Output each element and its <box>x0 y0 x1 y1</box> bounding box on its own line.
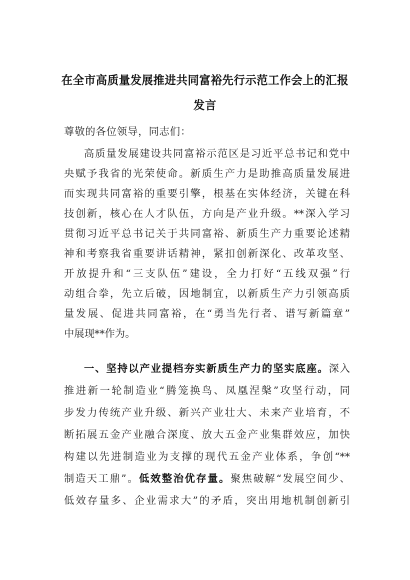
section1-heading-line <box>84 363 350 383</box>
intro-line-3: 而实现共同富裕的重要引擎，根基在实体经济，关键在科 <box>64 189 350 200</box>
intro-line-1: 高质量发展建设共同富裕示范区是习近平总书记和党中 <box>84 149 350 160</box>
section1-sub-tail: 聚焦破解“发展空间少、 <box>230 474 350 485</box>
intro-line-9: 量发展、促进共同富裕，在“勇当先行者、谱写新篇章” <box>64 309 350 320</box>
section1-line-5 <box>64 473 350 493</box>
document-title-line-2: 发言 <box>193 99 217 112</box>
intro-line-6: 神和考察我省重要讲话精神，紧扣创新深化、改革攻坚、 <box>64 249 350 260</box>
section1-heading-tail: 深入 <box>328 364 351 375</box>
intro-line-8: 动组合拳，先立后破，因地制宜，以新质生产力引领高质 <box>64 289 350 300</box>
salutation: 尊敬的各位领导，同志们： <box>64 127 192 138</box>
intro-line-2: 央赋予我省的光荣使命。新质生产力是助推高质量发展进 <box>64 169 350 180</box>
section1-sub-heading: 低效整治优存量。 <box>139 474 231 485</box>
section1-line-1: 推进新一轮制造业“腾笼换鸟、凤凰涅槃”攻坚行动，同 <box>64 386 350 397</box>
section1-line-4: 构建以先进制造业为支撑的现代五金产业体系，争创“** <box>64 452 350 463</box>
section1-heading: 一、坚持以产业提档夯实新质生产力的坚实底座。 <box>84 364 329 375</box>
document-title-line-1: 在全市高质量发展推进共同富裕先行示范工作会上的汇报 <box>61 74 349 87</box>
section1-line-5-text: 制造天工鼎”。 <box>64 474 140 485</box>
intro-line-4: 技创新，核心在人才队伍，方向是产业升级。**深入学习 <box>64 209 350 220</box>
section1-line-6: 低效存量多、企业需求大”的矛盾，突出用地机制创新引 <box>64 496 350 507</box>
section1-line-3: 断拓展五金产业融合深度、放大五金产业集群效应，加快 <box>64 430 350 441</box>
intro-line-7: 开放提升和“三支队伍”建设，全力打好“五线双强”行 <box>64 269 350 280</box>
intro-line-5: 贯彻习近平总书记关于共同富裕、新质生产力重要论述精 <box>64 229 350 240</box>
intro-line-10: 中展现**作为。 <box>64 329 136 340</box>
section1-line-2: 步发力传统产业升级、新兴产业壮大、未来产业培育，不 <box>64 408 350 419</box>
